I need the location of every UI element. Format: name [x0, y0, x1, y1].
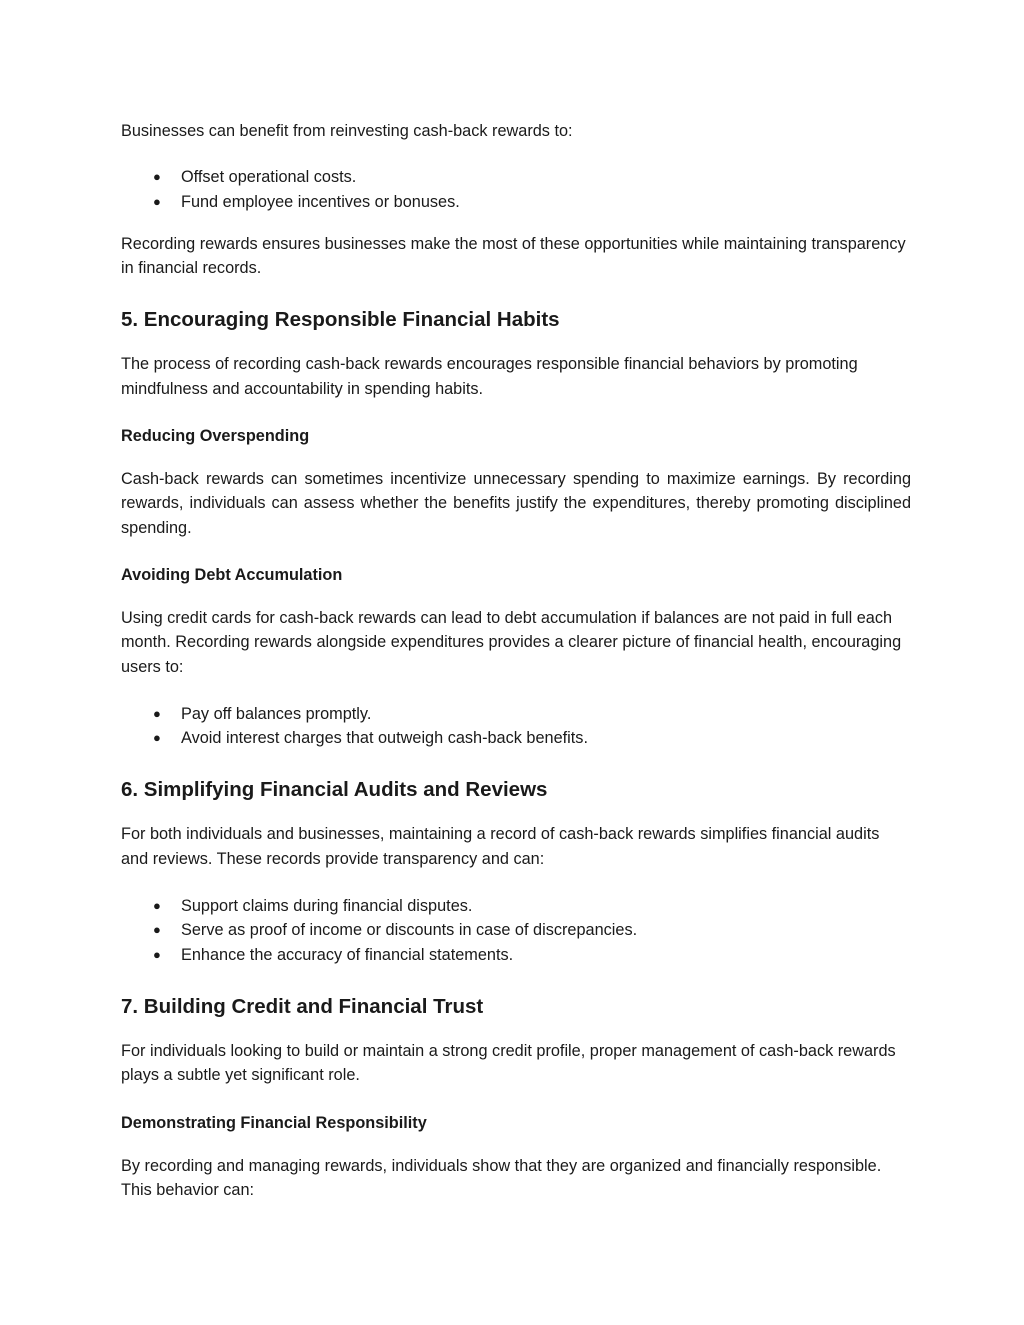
bullet-icon: ●	[153, 946, 161, 962]
section-5-intro: The process of recording cash-back rewards encourages responsible financial behaviors by promoting mindfulness and accountability in spending habits.	[121, 355, 858, 398]
reducing-overspending-heading: Reducing Overspending	[121, 427, 310, 446]
section-6-heading: 6. Simplifying Financial Audits and Reviews	[121, 778, 548, 802]
avoiding-debt-bullet-list	[121, 702, 911, 751]
list-item: ● Support claims during financial disputes.	[121, 894, 911, 918]
bullet-icon: ●	[153, 922, 161, 938]
list-item: ● Pay off balances promptly.	[121, 702, 911, 726]
intro-lead: Businesses can benefit from reinvesting cash-back rewards to:	[121, 122, 573, 140]
section-6-bullet-list	[121, 894, 911, 967]
avoiding-debt-heading: Avoiding Debt Accumulation	[121, 565, 343, 584]
section-5-heading: 5. Encouraging Responsible Financial Habits	[121, 308, 560, 332]
avoiding-debt-body: Using credit cards for cash-back rewards can lead to debt accumulation if balances are not paid in full each month. Recording rewards alongside expenditures provides a clearer picture of financial health, encouraging users to:	[121, 608, 902, 676]
section-6-intro: For both individuals and businesses, maintaining a record of cash-back rewards simplifies financial audits and reviews. These records provide transparency and can:	[121, 825, 880, 868]
list-item: ● Enhance the accuracy of financial statements.	[121, 943, 911, 967]
bullet-icon: ●	[153, 705, 161, 721]
intro-closing: Recording rewards ensures businesses make the most of these opportunities while maintaining transparency in financial records.	[121, 234, 906, 278]
reducing-overspending-body: Cash-back rewards can sometimes incentivize unnecessary spending to maximize earnings. By recording rewards, individuals can assess whether the benefits justify the expenditures, thereby promoting disciplined spending.	[121, 470, 911, 537]
section-7-intro: For individuals looking to build or maintain a strong credit profile, proper management of cash-back rewards plays a subtle yet significant role.	[121, 1041, 896, 1085]
list-item: ● Offset operational costs.	[121, 165, 911, 189]
document-page	[121, 119, 911, 1202]
bullet-icon: ●	[153, 898, 161, 914]
list-item: ● Serve as proof of income or discounts in case of discrepancies.	[121, 918, 911, 942]
list-item: ● Fund employee incentives or bonuses.	[121, 190, 911, 214]
bullet-icon: ●	[153, 730, 161, 746]
intro-bullet-list	[121, 165, 911, 214]
bullet-icon: ●	[153, 169, 161, 185]
list-item: ● Avoid interest charges that outweigh cash-back benefits.	[121, 726, 911, 750]
demonstrating-responsibility-body: By recording and managing rewards, individuals show that they are organized and financially responsible. This behavior can:	[121, 1156, 882, 1199]
bullet-icon: ●	[153, 193, 161, 209]
demonstrating-responsibility-heading: Demonstrating Financial Responsibility	[121, 1113, 427, 1132]
section-7-heading: 7. Building Credit and Financial Trust	[121, 994, 484, 1018]
